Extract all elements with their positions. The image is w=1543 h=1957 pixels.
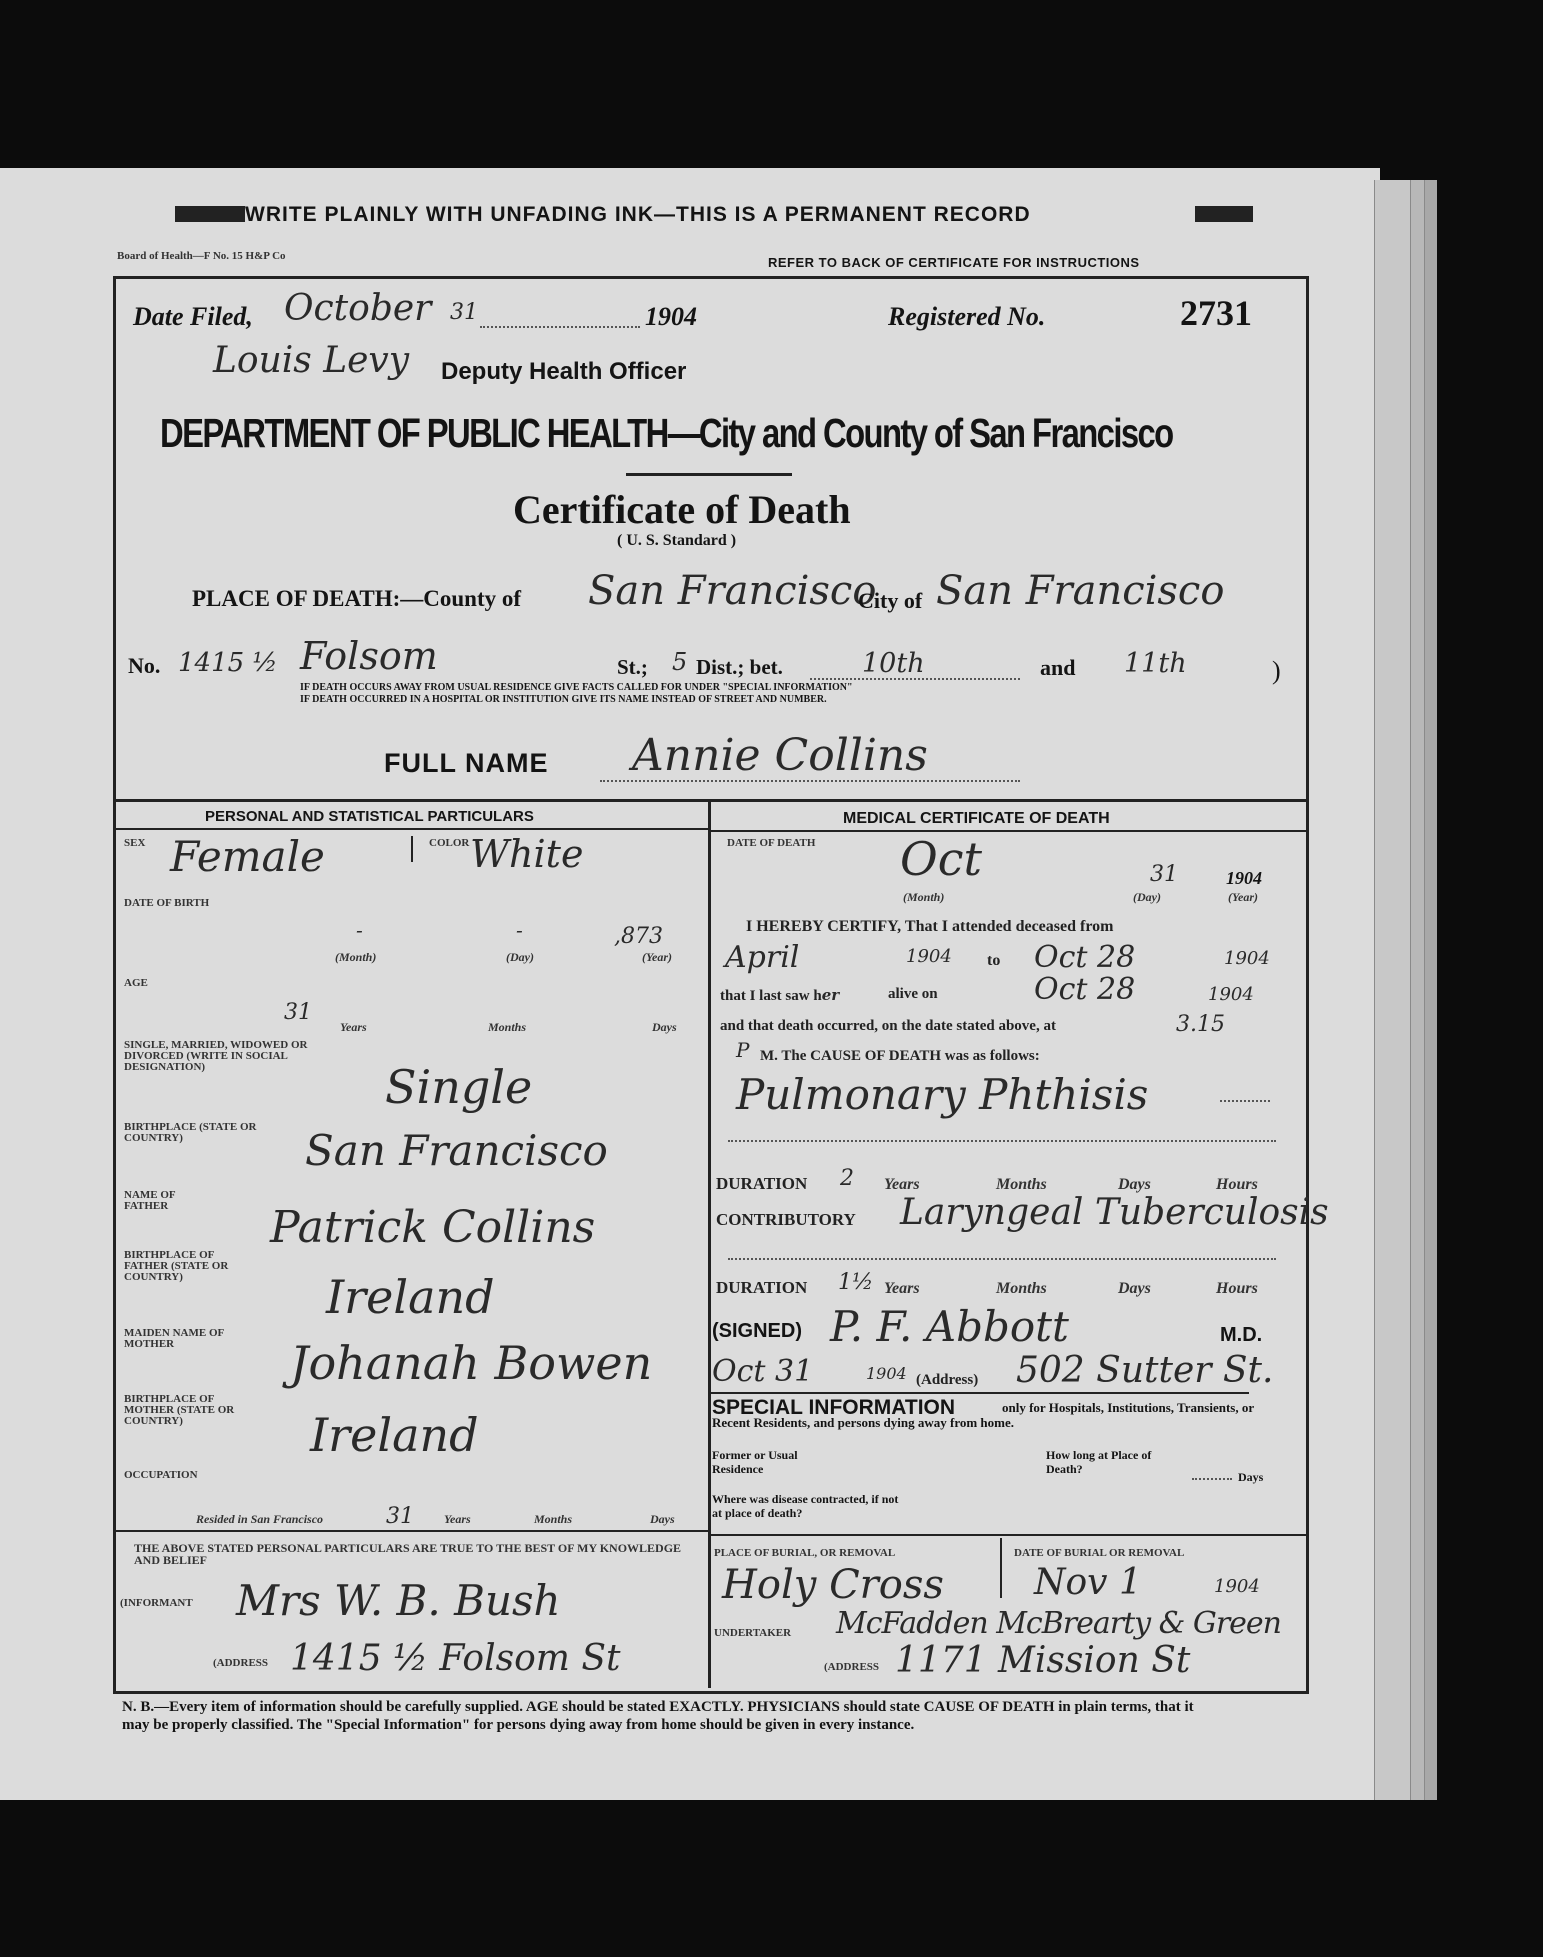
- duration2-years-label: Years: [884, 1280, 920, 1297]
- page-edge: [1410, 180, 1425, 1800]
- between-street-2: 11th: [1124, 648, 1187, 679]
- resided-days-label: Days: [650, 1512, 675, 1526]
- resided-months-label: Months: [534, 1512, 573, 1526]
- city-label: City of: [858, 588, 923, 613]
- district: 5: [672, 648, 688, 676]
- duration-months-label: Months: [996, 1176, 1047, 1193]
- full-name-label: FULL NAME: [384, 748, 549, 778]
- duration2-hours-label: Hours: [1216, 1280, 1258, 1297]
- resided-years-label: Years: [444, 1512, 471, 1526]
- death-day: 31: [1150, 862, 1178, 887]
- birthplace-label: BIRTHPLACE (STATE OR COUNTRY): [124, 1121, 257, 1144]
- attended-from-year: 1904: [906, 946, 952, 967]
- column-divider: [708, 800, 711, 1688]
- certificate-title: Certificate of Death: [513, 487, 851, 532]
- duration-1: 2: [840, 1166, 854, 1191]
- between-line: [810, 678, 1020, 680]
- physician-address-label: (Address): [916, 1372, 979, 1388]
- dob-month: -: [356, 918, 363, 942]
- close-paren: ): [1272, 656, 1281, 685]
- disease-contracted-label: Where was disease contracted, if not at place of death?: [712, 1492, 899, 1520]
- informant-address: 1415 ½ Folsom St: [290, 1638, 621, 1679]
- cause-line: [1220, 1100, 1270, 1102]
- and-label: and: [1040, 655, 1076, 680]
- month-label: (Month): [335, 950, 377, 964]
- divider: [411, 836, 413, 862]
- death-year: 1904: [1226, 868, 1262, 888]
- date-filed-month: October: [284, 288, 432, 329]
- marital-label: SINGLE, MARRIED, WIDOWED OR DIVORCED (WRITE IN SOCIAL DESIGNATION): [124, 1039, 308, 1073]
- sex-label: SEX: [124, 837, 146, 849]
- street-name: Folsom: [300, 634, 438, 678]
- duration-years-label: Years: [884, 1176, 920, 1193]
- burial-place: Holy Cross: [722, 1562, 944, 1608]
- last-saw-prefix: that I last saw h: [720, 988, 822, 1004]
- place-note-1: IF DEATH OCCURS AWAY FROM USUAL RESIDENCE GIVE FACTS CALLED FOR UNDER "SPECIAL INFORMATION": [300, 682, 853, 693]
- street-label: St.;: [617, 655, 648, 679]
- place-of-death-label: PLACE OF DEATH:—County of: [192, 586, 522, 611]
- cause-of-death: Pulmonary Phthisis: [736, 1070, 1149, 1119]
- street-number: 1415 ½: [178, 648, 278, 678]
- duration-hours-label: Hours: [1216, 1176, 1258, 1193]
- footer-note: N. B.—Every item of information should be carefully supplied. AGE should be stated EXACTLY. PHYSICIANS should state CAUSE OF DEATH in plain terms, that it may be properly classified. The "Special Information" for persons dying away from home should be given in every instance.: [122, 1699, 1194, 1733]
- district-label: Dist.; bet.: [696, 655, 783, 679]
- burial-date-label: DATE OF BURIAL OR REMOVAL: [1014, 1547, 1185, 1559]
- duration-2: 1½: [838, 1270, 874, 1295]
- dob-label: DATE OF BIRTH: [124, 897, 210, 909]
- pointing-hand-icon: [175, 206, 245, 222]
- certificate-subtitle: ( U. S. Standard ): [617, 532, 737, 549]
- death-time: 3.15: [1176, 1012, 1225, 1037]
- last-saw-year: 1904: [1208, 984, 1254, 1005]
- full-name-line: [600, 780, 1020, 782]
- death-month-label: (Month): [903, 890, 945, 904]
- resided-years: 31: [386, 1504, 414, 1529]
- signed-date: Oct 31: [712, 1354, 814, 1389]
- divider: [711, 1534, 1306, 1536]
- dob-day: -: [516, 918, 523, 942]
- cause-text: M. The CAUSE OF DEATH was as follows:: [760, 1048, 1040, 1064]
- attended-to-year: 1904: [1224, 948, 1270, 969]
- physician-address: 502 Sutter St.: [1016, 1350, 1274, 1391]
- dob-year: ,873: [614, 924, 663, 949]
- undertaker-address: 1171 Mission St: [895, 1640, 1191, 1681]
- attended-to-date: Oct 28: [1034, 940, 1136, 975]
- birthplace: San Francisco: [305, 1126, 608, 1175]
- death-month: Oct: [900, 832, 982, 886]
- page-edge: [1424, 180, 1437, 1800]
- divider: [711, 1392, 1249, 1394]
- months-label: Months: [488, 1020, 527, 1034]
- father-label: NAME OF FATHER: [124, 1189, 176, 1212]
- attended-from-month: April: [725, 940, 800, 975]
- special-info-subtitle: only for Hospitals, Institutions, Transients, or Recent Residents, and persons dying away from home.: [712, 1400, 1254, 1430]
- between-street-1: 10th: [862, 648, 925, 679]
- registered-label: Registered No.: [888, 302, 1046, 331]
- divider: [113, 828, 708, 830]
- physician-signature: P. F. Abbott: [830, 1302, 1069, 1351]
- page-edge: [1374, 180, 1411, 1800]
- mother-label: MAIDEN NAME OF MOTHER: [124, 1327, 224, 1350]
- undertaker-label: UNDERTAKER: [714, 1627, 792, 1639]
- refer-instructions: REFER TO BACK OF CERTIFICATE FOR INSTRUCTIONS: [768, 255, 1140, 270]
- certify-text: I HEREBY CERTIFY, That I attended deceased from: [746, 918, 1114, 935]
- former-residence-label: Former or Usual Residence: [712, 1448, 798, 1476]
- color-value: White: [470, 832, 584, 876]
- cause-line: [728, 1140, 1276, 1142]
- informant-statement: THE ABOVE STATED PERSONAL PARTICULARS ARE TRUE TO THE BEST OF MY KNOWLEDGE AND BELIEF: [134, 1541, 682, 1567]
- registered-number: 2731: [1180, 293, 1252, 333]
- md-label: M.D.: [1220, 1324, 1263, 1346]
- signed-year: 1904: [866, 1364, 907, 1383]
- contributory-cause: Laryngeal Tuberculosis: [900, 1192, 1329, 1233]
- pointing-hand-icon: [1195, 206, 1253, 222]
- informant-name: Mrs W. B. Bush: [236, 1576, 561, 1625]
- divider: [113, 1530, 708, 1532]
- days-label: Days: [652, 1020, 677, 1034]
- signed-label: (SIGNED): [712, 1320, 802, 1342]
- how-long-line: [1192, 1478, 1232, 1480]
- duration2-days-label: Days: [1118, 1280, 1151, 1297]
- age-years: 31: [284, 1000, 312, 1025]
- undertaker-address-label: (ADDRESS: [824, 1661, 880, 1673]
- undertaker: McFadden McBrearty & Green: [836, 1606, 1282, 1641]
- death-ampm: P: [736, 1038, 750, 1062]
- street-number-label: No.: [128, 653, 161, 678]
- duration-label-2: DURATION: [716, 1278, 808, 1297]
- duration-label: DURATION: [716, 1174, 808, 1193]
- father-birthplace-label: BIRTHPLACE OF FATHER (STATE OR COUNTRY): [124, 1249, 229, 1283]
- burial-date: Nov 1: [1034, 1562, 1142, 1603]
- last-saw-her: er: [821, 986, 840, 1004]
- date-filed-year: 1904: [645, 302, 697, 331]
- officer-signature: Louis Levy: [213, 340, 410, 381]
- date-filed-day: 31: [450, 300, 478, 325]
- alive-on-text: alive on: [888, 986, 938, 1002]
- last-saw-text: [720, 986, 839, 1005]
- special-info-title: SPECIAL INFORMATION: [712, 1396, 956, 1419]
- date-filed-line: [480, 326, 640, 328]
- how-long-label: How long at Place of Death?: [1046, 1448, 1152, 1476]
- day-label: (Day): [506, 950, 534, 964]
- divider: [626, 473, 792, 476]
- banner: WRITE PLAINLY WITH UNFADING INK—THIS IS A PERMANENT RECORD: [245, 203, 1031, 226]
- divider: [711, 830, 1306, 832]
- father-birthplace: Ireland: [326, 1270, 495, 1324]
- mother-name: Johanah Bowen: [290, 1336, 653, 1390]
- informant-address-label: (ADDRESS: [213, 1657, 269, 1669]
- date-filed-label: Date Filed,: [133, 302, 253, 331]
- place-note-2: IF DEATH OCCURRED IN A HOSPITAL OR INSTITUTION GIVE ITS NAME INSTEAD OF STREET AND NUMBER.: [300, 694, 827, 705]
- duration-days-label: Days: [1118, 1176, 1151, 1193]
- occupation-label: OCCUPATION: [124, 1469, 198, 1481]
- medical-heading: MEDICAL CERTIFICATE OF DEATH: [843, 810, 1110, 827]
- father-name: Patrick Collins: [270, 1202, 596, 1253]
- mother-birthplace-label: BIRTHPLACE OF MOTHER (STATE OR COUNTRY): [124, 1393, 235, 1427]
- resided-label: Resided in San Francisco: [196, 1512, 324, 1526]
- duration2-months-label: Months: [996, 1280, 1047, 1297]
- sex-value: Female: [170, 832, 325, 881]
- death-city: San Francisco: [936, 568, 1225, 614]
- marital-status: Single: [385, 1060, 533, 1114]
- form-number: Board of Health—F No. 15 H&P Co: [117, 250, 286, 262]
- death-day-label: (Day): [1133, 890, 1161, 904]
- personal-heading: PERSONAL AND STATISTICAL PARTICULARS: [205, 808, 534, 825]
- divider: [1000, 1538, 1002, 1598]
- department-title: DEPARTMENT OF PUBLIC HEALTH—City and County of San Francisco: [160, 410, 1173, 456]
- contributory-label: CONTRIBUTORY: [716, 1210, 856, 1229]
- full-name: Annie Collins: [632, 730, 928, 781]
- burial-place-label: PLACE OF BURIAL, OR REMOVAL: [714, 1547, 896, 1559]
- occurred-text: and that death occurred, on the date stated above, at: [720, 1018, 1056, 1034]
- death-date-label: DATE OF DEATH: [727, 837, 816, 849]
- age-label: AGE: [124, 977, 148, 989]
- burial-year: 1904: [1214, 1576, 1260, 1597]
- how-long-days-label: Days: [1238, 1470, 1264, 1484]
- contributory-line: [728, 1258, 1276, 1260]
- to-label: to: [987, 952, 1001, 969]
- death-year-label: (Year): [1228, 890, 1258, 904]
- last-saw-date: Oct 28: [1034, 972, 1136, 1007]
- color-label: COLOR: [429, 837, 470, 849]
- years-label: Years: [340, 1020, 367, 1034]
- mother-birthplace: Ireland: [310, 1408, 479, 1462]
- informant-label: (INFORMANT: [120, 1597, 193, 1609]
- year-label: (Year): [642, 950, 672, 964]
- death-county: San Francisco: [588, 568, 877, 614]
- officer-title: Deputy Health Officer: [441, 358, 687, 385]
